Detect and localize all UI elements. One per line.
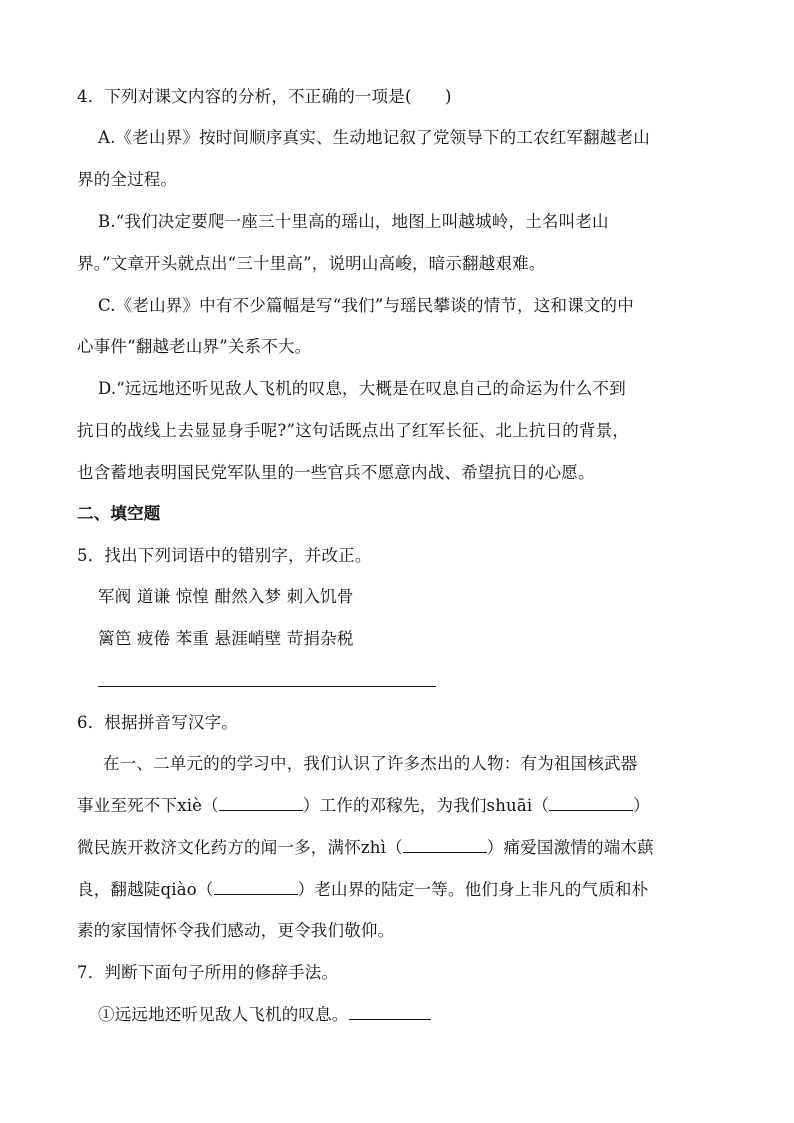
q6-passage-line2: 事业至死不下xiè（ ）工作的邓稼先，为我们shuāi（ ） (77, 796, 650, 815)
q4-option-a-line1: A.《老山界》按时间顺序真实、生动地记叙了党领导下的工农红军翻越老山 (98, 128, 650, 147)
q4-option-c-line2: 心事件“翻越老山界”关系不大。 (77, 337, 312, 356)
q7-stem: 7．判断下面句子所用的修辞手法。 (77, 963, 339, 982)
q7-item-1-answer-blank[interactable] (349, 1005, 431, 1020)
q4-option-d-line1: D.“远远地还听见敌人飞机的叹息，大概是在叹息自己的命运为什么不到 (98, 379, 626, 398)
q4-stem: 4．下列对课文内容的分析，不正确的一项是( ) (77, 87, 452, 106)
q7-item-1: ①远远地还听见敌人飞机的叹息。 (98, 1004, 431, 1026)
q5-stem: 5．找出下列词语中的错别字，并改正。 (77, 546, 372, 565)
q6-passage-line5: 素的家国情怀令我们感动，更令我们敬仰。 (77, 921, 395, 940)
q5-word-row-1: 军阀 道谦 惊惶 酣然入梦 刺入饥骨 (98, 587, 354, 606)
q4-option-d-line2: 抗日的战线上去显显身手呢?”这句话既点出了红军长征、北上抗日的背景， (77, 421, 630, 440)
q5-answer-line[interactable] (98, 686, 436, 687)
section-title: 二、填空题 (77, 504, 161, 523)
q6-stem: 6．根据拼音写汉字。 (77, 713, 238, 732)
q5-word-row-2: 篱笆 疲倦 苯重 悬涯峭壁 苛捐杂税 (98, 629, 354, 648)
answer-blank-zhi[interactable] (403, 838, 487, 853)
q4-option-b-line1: B.“我们决定要爬一座三十里高的瑶山，地图上叫越城岭，土名叫老山 (98, 212, 609, 231)
q4-option-a-line2: 界的全过程。 (77, 170, 178, 189)
q6-passage-line1: 在一、二单元的的学习中，我们认识了许多杰出的人物：有为祖国核武器 (103, 754, 638, 773)
q6-passage-line4: 良，翻越陡qiào（ ）老山界的陆定一等。他们身上非凡的气质和朴 (77, 880, 649, 899)
q6-passage-line3: 微民族开救济文化药方的闻一多，满怀zhì（ ）痛爱国激情的端木蕻 (77, 838, 654, 857)
answer-blank-shuai[interactable] (549, 796, 633, 811)
q4-option-d-line3: 也含蓄地表明国民党军队里的一些官兵不愿意内战、希望抗日的心愿。 (77, 463, 595, 482)
answer-blank-xie[interactable] (219, 796, 303, 811)
q4-option-c-line1: C.《老山界》中有不少篇幅是写“我们”与瑶民攀谈的情节，这和课文的中 (98, 296, 634, 315)
answer-blank-qiao[interactable] (214, 880, 298, 895)
q4-option-b-line2: 界。”文章开头就点出“三十里高”，说明山高峻，暗示翻越艰难。 (77, 254, 546, 273)
